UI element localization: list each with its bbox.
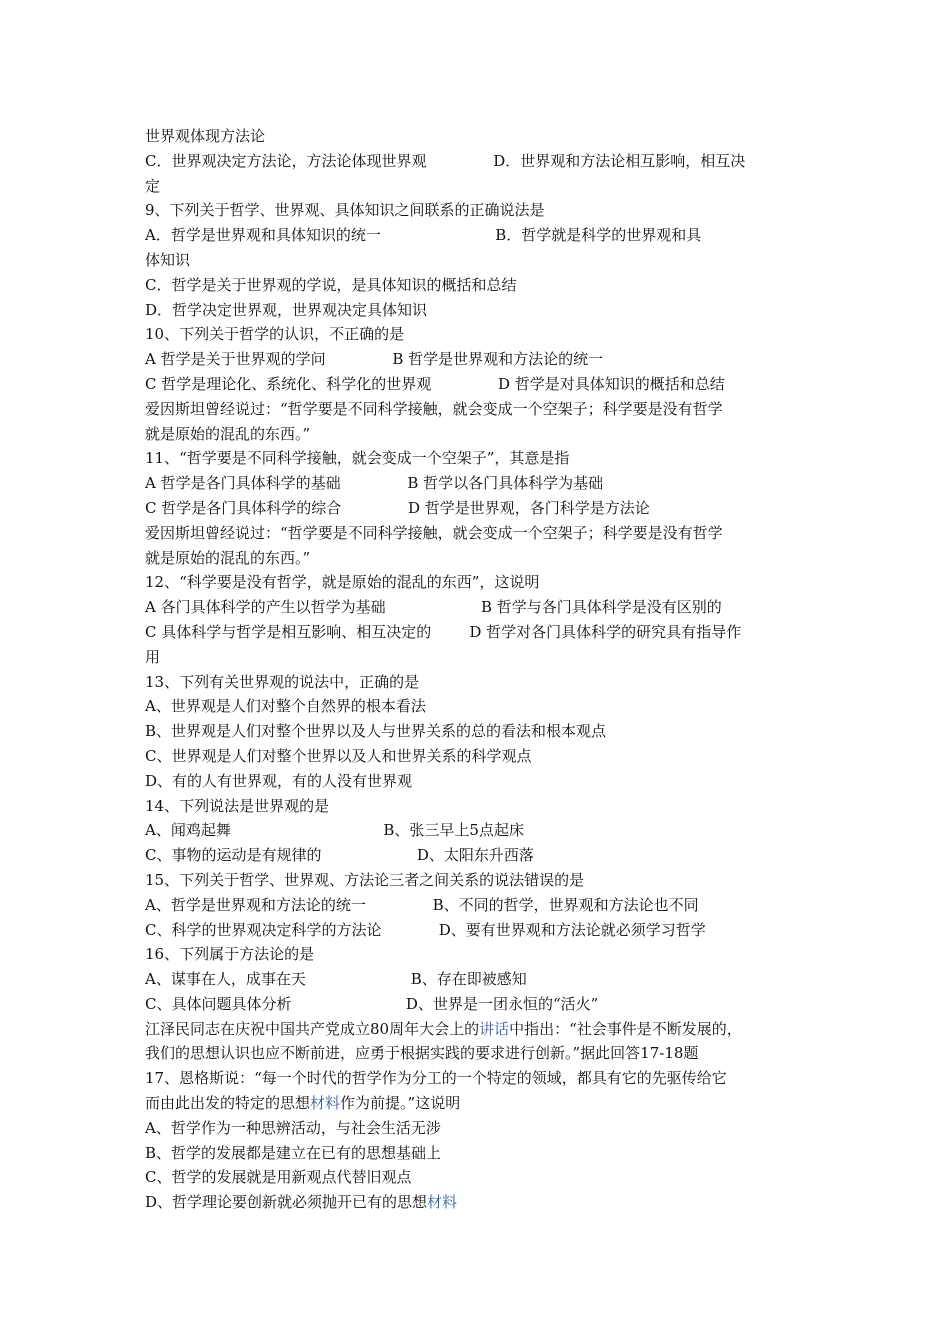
text-line: B、世界观是人们对整个世界以及人与世界关系的总的看法和根本观点	[145, 722, 607, 741]
text-line: 11、“哲学要是不同科学接触，就会变成一个空架子”，其意是指	[145, 449, 570, 468]
text-line-jiang	[145, 1017, 825, 1042]
link-material[interactable]: 材料	[427, 1193, 458, 1212]
text-line: A、哲学作为一种思辨活动，与社会生活无涉	[145, 1118, 441, 1137]
text-line: 世界观体现方法论	[145, 127, 266, 145]
text-line-q17-cont	[145, 1091, 825, 1116]
text-line: 我们的思想认识也应不断前进，应勇于根据实践的要求进行创新。”据此回答17-18题	[145, 1044, 699, 1063]
text-line: A、哲学是世界观和方法论的统一 B、不同的哲学，世界观和方法论也不同	[145, 895, 699, 914]
text-segment: 作为前提。”这说明	[340, 1094, 461, 1113]
text-segment: D、哲学理论要创新就必须抛开已有的思想	[145, 1193, 428, 1212]
text-line: A 各门具体科学的产生以哲学为基础 B 哲学与各门具体科学是没有区别的	[145, 598, 722, 617]
text-line: 14、下列说法是世界观的是	[145, 796, 330, 815]
text-block-questions	[145, 124, 825, 1017]
text-line: 爱因斯坦曾经说过：“哲学要是不同科学接触，就会变成一个空架子；科学要是没有哲学	[145, 399, 723, 418]
link-speech[interactable]: 讲话	[479, 1019, 510, 1038]
text-segment: 江泽民同志在庆祝中国共产党成立80周年大会上的	[145, 1019, 480, 1038]
text-line-q17: 17、恩格斯说：“每一个时代的哲学作为分工的一个特定的领域，都具有它的先驱传给它	[145, 1069, 727, 1088]
text-line: 就是原始的混乱的东西。”	[145, 424, 311, 443]
text-line: A 哲学是各门具体科学的基础 B 哲学以各门具体科学为基础	[145, 474, 604, 493]
text-line: D、有的人有世界观，有的人没有世界观	[145, 771, 413, 790]
text-line: 9、下列关于哲学、世界观、具体知识之间联系的正确说法是	[145, 201, 545, 220]
text-segment: 而由此出发的特定的思想	[145, 1094, 311, 1113]
text-line: 定	[145, 176, 161, 195]
text-line: 15、下列关于哲学、世界观、方法论三者之间关系的说法错误的是	[145, 870, 585, 889]
text-line: B、哲学的发展都是建立在已有的思想基础上	[145, 1143, 442, 1162]
text-line: A 哲学是关于世界观的学问 B 哲学是世界观和方法论的统一	[145, 350, 604, 369]
text-line: C．世界观决定方法论，方法论体现世界观 D．世界观和方法论相互影响，相互决	[145, 151, 746, 170]
text-line: A、世界观是人们对整个自然界的根本看法	[145, 697, 426, 716]
text-block-jiang-cont	[145, 1041, 825, 1066]
text-segment: 中指出：“社会事件是不断发展的，	[509, 1019, 742, 1038]
text-line: 16、下列属于方法论的是	[145, 945, 315, 964]
text-line-q17-option-d	[145, 1190, 825, 1215]
text-line: 爱因斯坦曾经说过：“哲学要是不同科学接触，就会变成一个空架子；科学要是没有哲学	[145, 523, 723, 542]
text-line: 就是原始的混乱的东西。”	[145, 548, 311, 567]
text-line: C 具体科学与哲学是相互影响、相互决定的 D 哲学对各门具体科学的研究具有指导作	[145, 622, 742, 641]
text-line: A、谋事在人，成事在天 B、存在即被感知	[145, 970, 527, 989]
text-line: C、具体问题具体分析 D、世界是一团永恒的“活火”	[145, 994, 599, 1013]
document-body	[145, 124, 825, 1215]
text-line: 12、“科学要是没有哲学，就是原始的混乱的东西”，这说明	[145, 573, 540, 592]
text-line: 10、下列关于哲学的认识，不正确的是	[145, 325, 405, 344]
text-line: 13、下列有关世界观的说法中，正确的是	[145, 672, 420, 691]
text-line: 体知识	[145, 250, 191, 269]
link-material[interactable]: 材料	[310, 1094, 341, 1113]
text-line: A、闻鸡起舞 B、张三早上5点起床	[145, 821, 524, 840]
text-line: C、世界观是人们对整个世界以及人和世界关系的科学观点	[145, 746, 532, 765]
text-line: C、科学的世界观决定科学的方法论 D、要有世界观和方法论就必须学习哲学	[145, 920, 706, 939]
text-line: C 哲学是理论化、系统化、科学化的世界观 D 哲学是对具体知识的概括和总结	[145, 374, 725, 393]
text-line: C、事物的运动是有规律的 D、太阳东升西落	[145, 846, 534, 865]
text-line: A．哲学是世界观和具体知识的统一 B．哲学就是科学的世界观和具	[145, 226, 702, 245]
text-line: C．哲学是关于世界观的学说，是具体知识的概括和总结	[145, 275, 517, 294]
text-block-q17-options	[145, 1116, 825, 1190]
text-line: D．哲学决定世界观，世界观决定具体知识	[145, 300, 428, 319]
text-line: C 哲学是各门具体科学的综合 D 哲学是世界观，各门科学是方法论	[145, 498, 650, 517]
text-line: 用	[145, 647, 161, 666]
text-line: C、哲学的发展就是用新观点代替旧观点	[145, 1168, 412, 1187]
